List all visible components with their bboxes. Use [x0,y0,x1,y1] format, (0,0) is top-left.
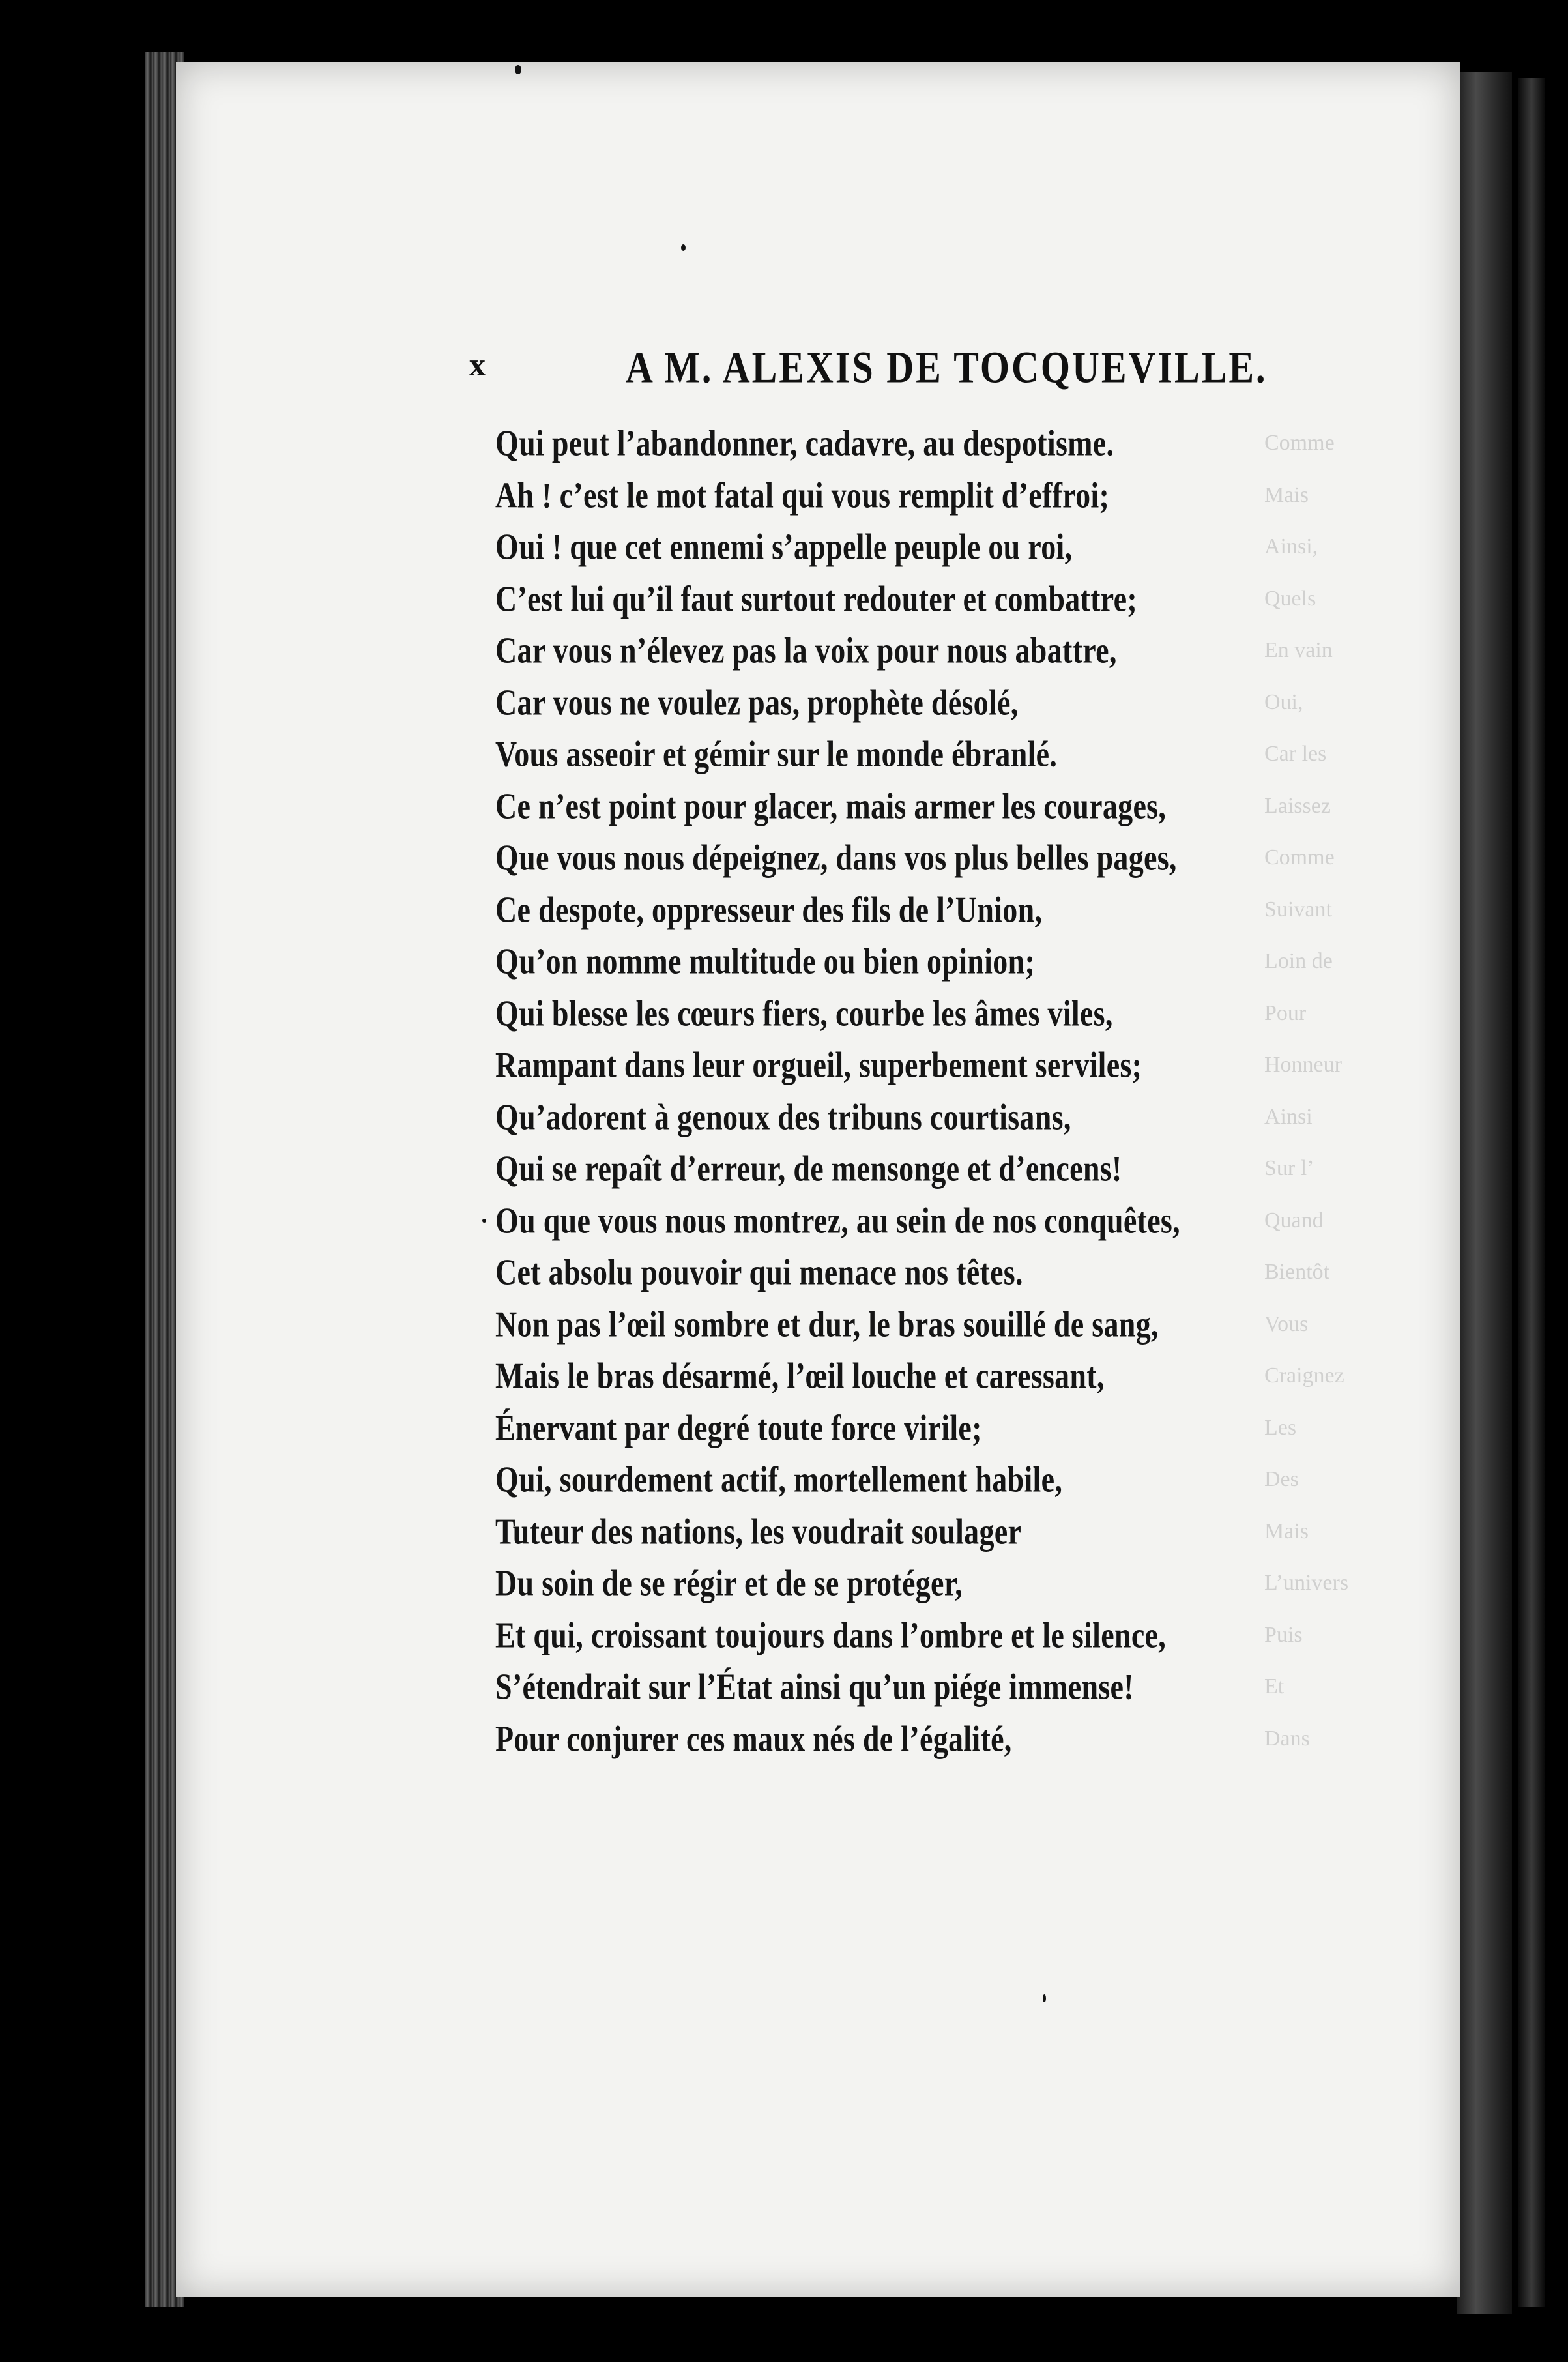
verse-line: Oui ! que cet ennemi s’appelle peuple ou roi, [495,526,1073,567]
scan-speck [482,1219,486,1223]
verse-line: Ce despote, oppresseur des fils de l’Union, [495,888,1043,930]
verse-line: Qui blesse les cœurs fiers, courbe les âmes viles, [495,992,1113,1034]
verse-line: Car vous ne voulez pas, prophète désolé, [495,681,1019,723]
verse-line: Qu’adorent à genoux des tribuns courtisans, [495,1096,1071,1137]
bleed-through-text: Comme Mais Ainsi, Quels En vain Oui, Car les Laissez Comme Suivant Loin de Pour Honneur Ainsi Sur l’ Quand Bientôt Vous Craignez Les Des Mais L’univers Puis Et Dans [1264,431,1349,1751]
facing-page-edge [1457,72,1512,2314]
verse-line: Qui se repaît d’erreur, de mensonge et d’encens! [495,1148,1122,1189]
verse-line: Que vous nous dépeignez, dans vos plus belles pages, [495,837,1177,878]
scan-speck [515,65,521,74]
verse-line: Énervant par degré toute force virile; [495,1407,982,1448]
running-header: A M. ALEXIS DE TOCQUEVILLE. [626,342,1268,392]
verse-line: Ce n’est point pour glacer, mais armer les courages, [495,785,1167,826]
verse-line: Non pas l’œil sombre et dur, le bras souillé de sang, [495,1303,1159,1345]
scan-speck [1043,1994,1046,2002]
verse-line: Qui, sourdement actif, mortellement habile, [495,1459,1063,1500]
verse-line: Mais le bras désarmé, l’œil louche et caressant, [495,1355,1105,1396]
verse-line: Et qui, croissant toujours dans l’ombre et le silence, [495,1614,1167,1655]
verse-line: Vous asseoir et gémir sur le monde ébranlé. [495,733,1058,774]
verse-line: Cet absolu pouvoir qui menace nos têtes. [495,1251,1023,1292]
verse-line: Rampant dans leur orgueil, superbement serviles; [495,1044,1142,1085]
verse-line: S’étendrait sur l’État ainsi qu’un piége immense! [495,1666,1134,1707]
scan-speck [681,244,686,251]
verse-line: Du soin de se régir et de se protéger, [495,1562,963,1603]
verse-line: Car vous n’élevez pas la voix pour nous abattre, [495,630,1117,671]
verse-line: Qu’on nomme multitude ou bien opinion; [495,940,1036,982]
facing-page-edge-outer [1518,78,1545,2307]
verse-line: Ou que vous nous montrez, au sein de nos conquêtes, [495,1199,1180,1241]
verse-line: Qui peut l’abandonner, cadavre, au despotisme. [495,422,1114,463]
page-number: x [469,346,486,383]
verse-line: Pour conjurer ces maux nés de l’égalité, [495,1717,1012,1759]
poem-text [495,417,1356,1764]
verse-line: Tuteur des nations, les voudrait soulager [495,1510,1022,1552]
verse-line: C’est lui qu’il faut surtout redouter et combattre; [495,577,1138,619]
verse-line: Ah ! c’est le mot fatal qui vous remplit d’effroi; [495,474,1110,516]
